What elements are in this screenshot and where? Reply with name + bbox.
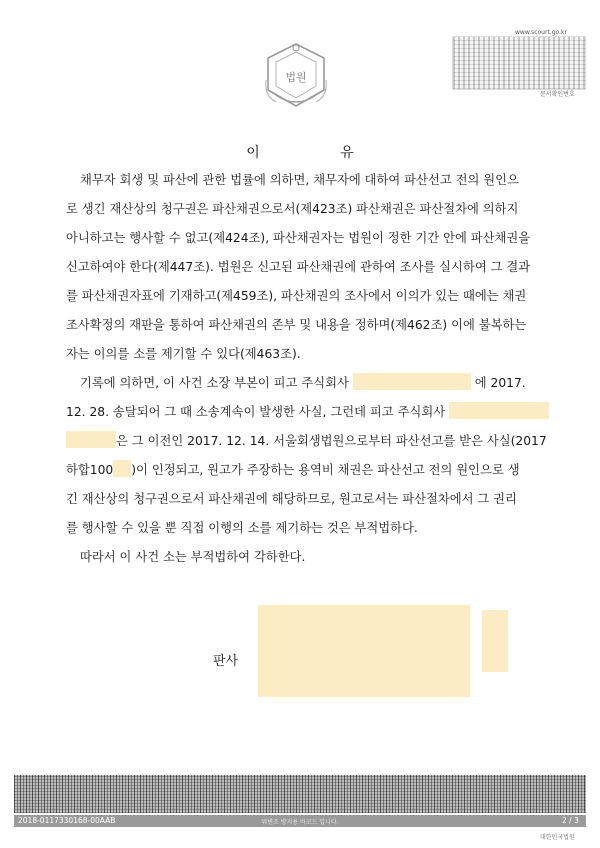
court-name: 대한민국법원 [540,834,575,841]
barcode-note: 위변조 방지용 바코드 입니다. [261,819,339,826]
redaction-case-number [113,460,131,477]
para1-line2: 로 생긴 재산상의 청구권은 파산채권으로서(제423조) 파산채권은 파산절차에 의하지 [66,202,519,216]
redaction-company-name-2b [66,431,116,448]
para2-line1-a: 기록에 의하면, 이 사건 소장 부본이 피고 주식회사 [80,376,349,390]
redaction-judge-seal [482,610,508,672]
para2-line3 [66,427,547,456]
para1-line5: 를 파산채권자표에 기재하고(제459조), 파산채권의 조사에서 이의가 있는 때에는 채권 [66,289,527,303]
section-heading: 이 유 [246,145,392,161]
para2-line4-a: 하합100 [66,463,114,477]
para2-line4-b: )이 인정되고, 원고가 주장하는 용역비 채권은 파산선고 전의 원인으로 생 [131,463,520,477]
judge-label: 판사 [213,654,239,669]
para1-line6: 조사확정의 재판을 통하여 파산채권의 존부 및 내용을 정하며(제462조) 이에 불복하는 [66,318,527,332]
redaction-judge-name [258,605,470,697]
para2-line2-a: 12. 28. 송달되어 그 때 소송계속이 발생한 사실, 그런데 피고 주식회사 [66,405,446,419]
para2-line6: 를 행사할 수 있을 뿐 직접 이행의 소를 제기하는 것은 부적법하다. [66,521,418,535]
verification-qr-code [452,36,586,90]
site-url: www.scourt.go.kr [515,29,567,36]
redaction-company-name-2a [449,402,549,419]
para2-line3-b: 은 그 이전인 2017. 12. 14. 서울회생법원으로부터 파산선고를 받은 사실(2017 [116,434,547,448]
document-id: 2018-0117330168-00AAB [18,816,116,825]
court-seal [262,40,330,112]
seal-text: 법원 [285,71,307,84]
para2-line5: 긴 재산상의 청구권으로서 파산채권에 해당하므로, 원고로서는 파산절차에서 그 권리 [66,492,517,506]
qr-caption: 문서확인번호 [540,91,575,98]
para1-line4: 신고하여야 한다(제447조). 법원은 신고된 파산채권에 관하여 조사를 실시하여 그 결과 [66,260,531,274]
para2-line4 [66,456,544,485]
para2-line1-b: 에 2017. [474,376,526,390]
conclusion-line: 따라서 이 사건 소는 부적법하여 각하한다. [80,550,306,564]
para1-line3: 아니하고는 행사할 수 없고(제424조), 파산채권자는 법원이 정한 기간 안에 파산채권을 [66,231,531,245]
para1-line1: 채무자 회생 및 파산에 관한 법률에 의하면, 채무자에 대하여 파산선고 전의 원인으 [80,173,519,187]
para1-line7: 자는 이의를 소를 제기할 수 있다(제463조). [66,347,301,361]
security-barcode [14,775,586,813]
para2-line1 [80,369,558,398]
para2-line2 [66,398,544,427]
page-number: 2 / 3 [562,816,579,825]
redaction-company-name [353,373,471,390]
